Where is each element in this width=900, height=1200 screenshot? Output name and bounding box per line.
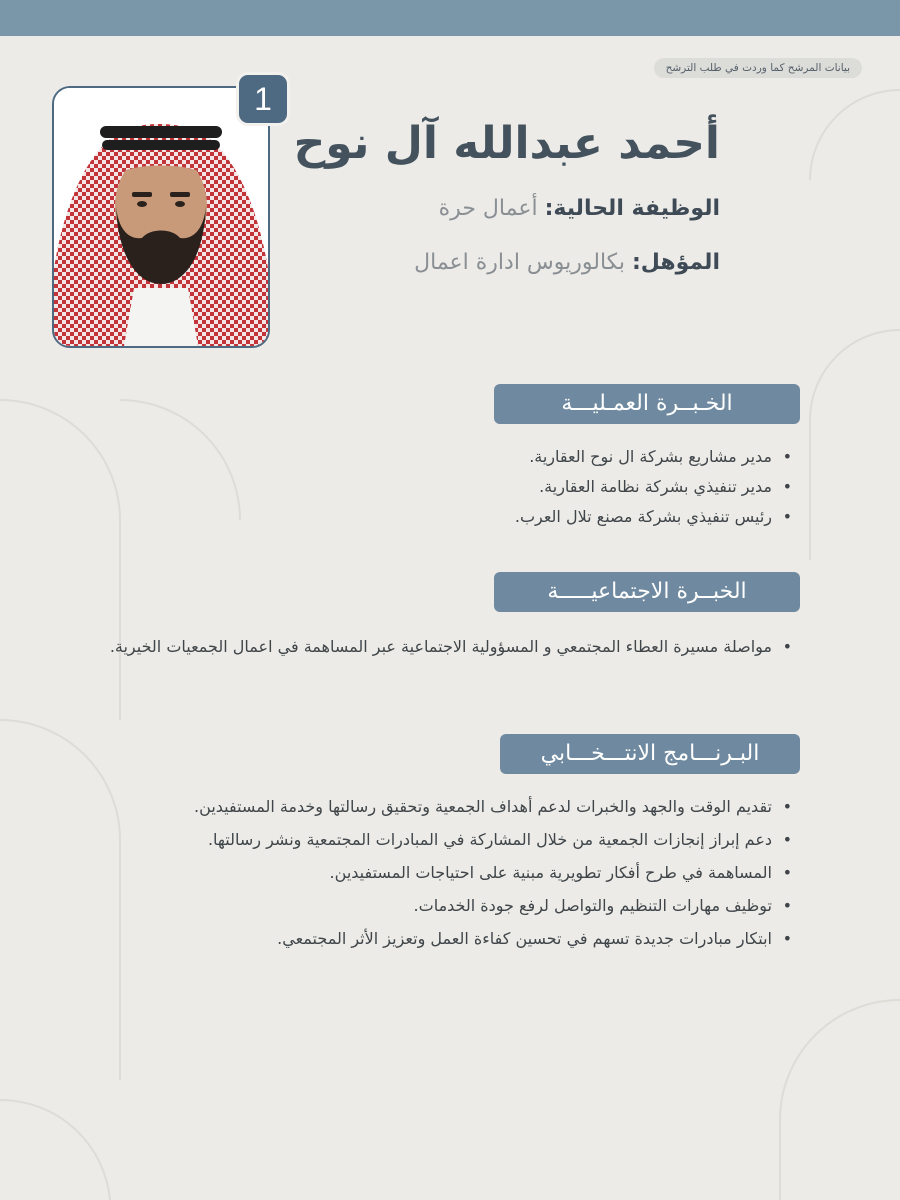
header-tag: بيانات المرشح كما وردت في طلب الترشح <box>654 58 862 78</box>
social-experience-list <box>92 632 792 662</box>
list-item: • المساهمة في طرح أفكار تطويرية مبنية على احتياجات المستفيدين. <box>92 858 792 888</box>
current-job <box>439 196 720 221</box>
program-title: البـرنـــامج الانتـــخـــابي <box>500 734 800 774</box>
list-item: • مدير مشاريع بشركة ال نوح العقارية. <box>515 442 792 472</box>
candidate-photo <box>52 86 270 348</box>
candidate-number-badge: 1 <box>236 72 290 126</box>
person-portrait-icon <box>54 88 268 346</box>
list-item: • تقديم الوقت والجهد والخبرات لدعم أهداف الجمعية وتحقيق رسالتها وخدمة المستفيدين. <box>92 792 792 822</box>
qualification <box>414 250 720 275</box>
candidate-name: أحمد عبدالله آل نوح <box>293 118 720 169</box>
work-experience-list <box>515 442 792 532</box>
list-item: • دعم إبراز إنجازات الجمعية من خلال المشاركة في المبادرات المجتمعية ونشر رسالتها. <box>92 825 792 855</box>
list-item: • ابتكار مبادرات جديدة تسهم في تحسين كفاءة العمل وتعزيز الأثر المجتمعي. <box>92 924 792 954</box>
work-experience-title: الخـبــرة العمـليـــة <box>494 384 800 424</box>
top-band <box>0 0 900 36</box>
current-job-value: أعمال حرة <box>438 196 538 221</box>
list-item: • توظيف مهارات التنظيم والتواصل لرفع جودة الخدمات. <box>92 891 792 921</box>
program-list <box>92 792 792 954</box>
list-item: • مواصلة مسيرة العطاء المجتمعي و المسؤولية الاجتماعية عبر المساهمة في اعمال الجمعيات الخيرية. <box>92 632 792 662</box>
list-item: • رئيس تنفيذي بشركة مصنع تلال العرب. <box>515 502 792 532</box>
current-job-label: الوظيفة الحالية: <box>544 196 720 221</box>
qualification-value: بكالوريوس ادارة اعمال <box>414 250 625 275</box>
list-item: • مدير تنفيذي بشركة نظامة العقارية. <box>515 472 792 502</box>
qualification-label: المؤهل: <box>631 250 720 275</box>
social-experience-title: الخبــرة الاجتماعيـــــة <box>494 572 800 612</box>
